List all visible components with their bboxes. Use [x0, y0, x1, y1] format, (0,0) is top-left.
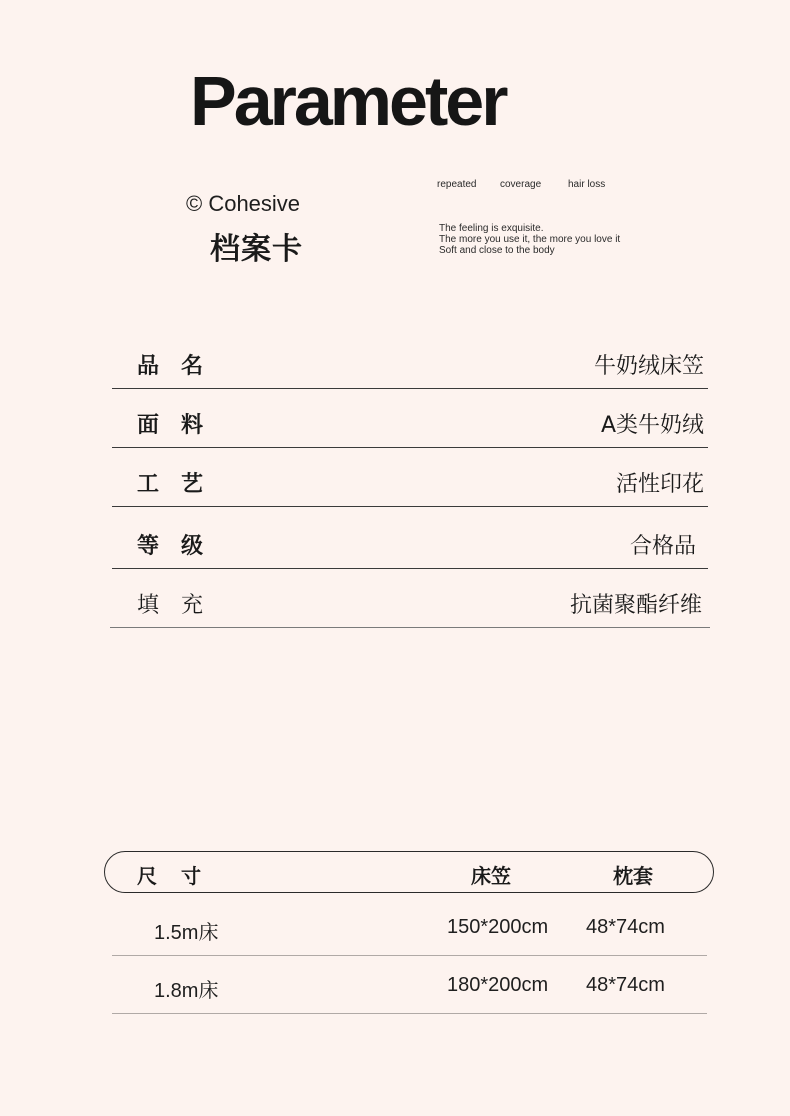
param-value: A类牛奶绒 [600, 413, 704, 438]
tagline-line: The feeling is exquisite. [439, 223, 544, 234]
table-row [112, 956, 707, 1014]
param-label: 品名 [137, 354, 226, 379]
param-value: 牛奶绒床笠 [593, 354, 704, 379]
page-title: Parameter [190, 62, 506, 140]
param-row-grade [112, 507, 708, 569]
size-cell: 180*200cm [447, 974, 549, 996]
param-value: 抗菌聚酯纤维 [569, 593, 702, 618]
tagline [439, 223, 620, 256]
param-row-filling [110, 569, 710, 628]
size-table-header [104, 851, 714, 893]
subtitle: 档案卡 [210, 232, 303, 267]
param-label: 面料 [137, 413, 226, 438]
param-value: 合格品 [629, 534, 696, 559]
param-value: 活性印花 [615, 472, 704, 497]
size-header-cell: 床笠 [471, 864, 511, 888]
size-header-cell: 枕套 [613, 864, 653, 888]
size-cell: 150*200cm [447, 916, 549, 938]
size-cell: 48*74cm [586, 916, 665, 938]
size-cell: 48*74cm [586, 974, 665, 996]
brand-name: © Cohesive [186, 191, 301, 216]
param-label: 等级 [137, 534, 226, 559]
param-row-fabric [112, 389, 708, 448]
size-table [112, 898, 707, 1014]
table-row [112, 898, 707, 956]
tagline-line: Soft and close to the body [439, 245, 555, 256]
param-row-name [112, 330, 708, 389]
size-header-cell: 尺寸 [137, 864, 225, 888]
tagline-line: The more you use it, the more you love it [439, 234, 621, 245]
parameter-table [112, 330, 708, 628]
param-label: 填充 [137, 593, 226, 618]
size-cell: 1.8m床 [154, 980, 219, 1002]
size-cell: 1.5m床 [154, 922, 219, 944]
tag: coverage [500, 179, 542, 190]
tag: hair loss [568, 179, 606, 190]
param-row-process [112, 448, 708, 507]
param-label: 工艺 [137, 472, 226, 497]
tag: repeated [437, 179, 477, 190]
